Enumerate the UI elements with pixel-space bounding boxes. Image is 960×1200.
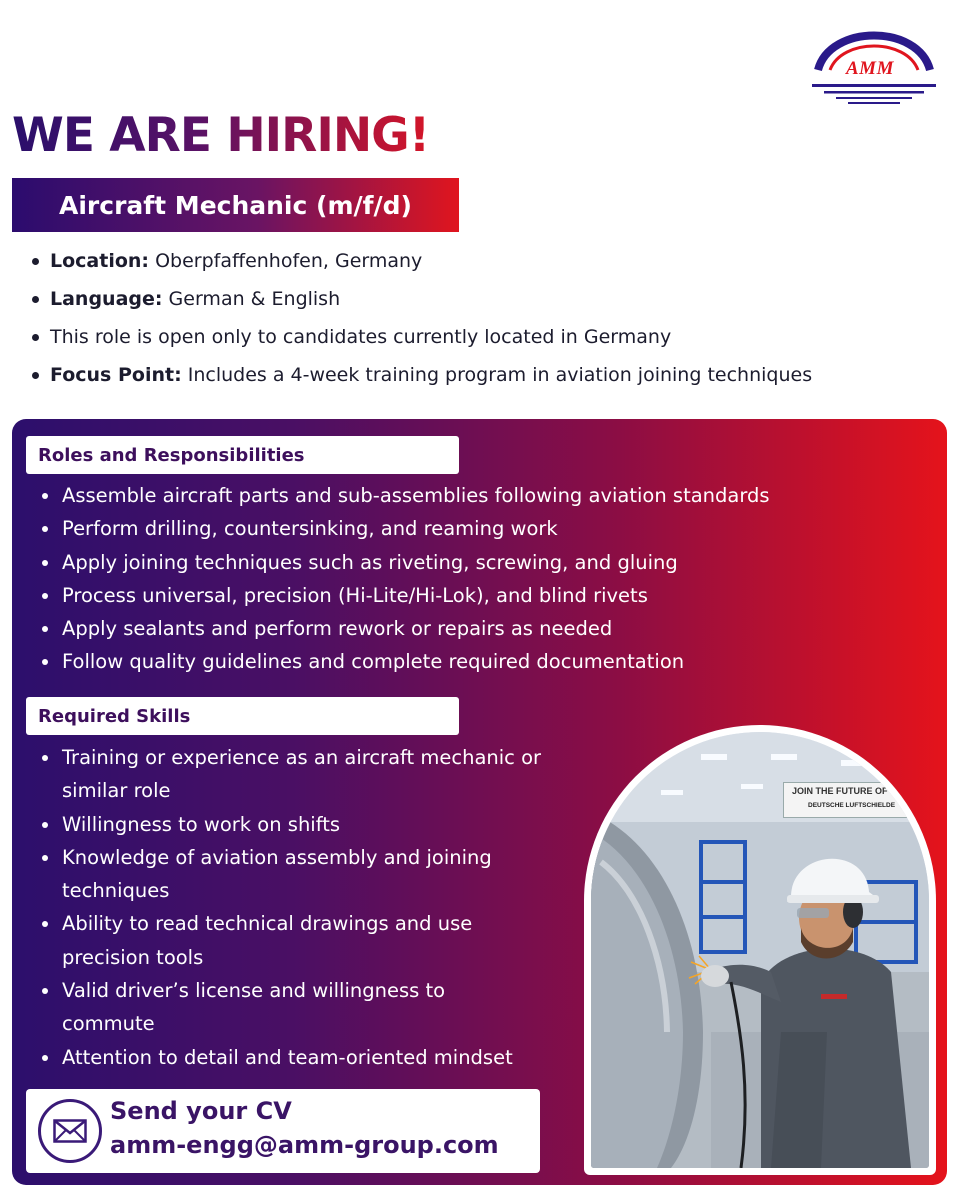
info-value: This role is open only to candidates currently located in Germany (50, 326, 672, 348)
list-item: Knowledge of aviation assembly and joining techniques (38, 841, 558, 908)
list-item: Assemble aircraft parts and sub-assemblies following aviation standards (38, 479, 770, 512)
skills-list (38, 741, 568, 1074)
info-language (30, 280, 812, 318)
list-item: Valid driver’s license and willingness to commute (38, 974, 508, 1041)
info-label: Location: (50, 250, 150, 272)
info-focus-point (30, 356, 812, 394)
info-location-requirement (30, 318, 812, 356)
logo-text: AMM (846, 58, 894, 79)
contact-box (26, 1089, 540, 1173)
job-title-banner (12, 178, 459, 232)
send-cv-label: Send your CV (110, 1097, 292, 1125)
job-title: Aircraft Mechanic (m/f/d) (59, 190, 412, 220)
list-item: Process universal, precision (Hi-Lite/Hi-Lok), and blind rivets (38, 579, 770, 612)
details-panel (12, 419, 947, 1185)
list-item: Follow quality guidelines and complete required documentation (38, 645, 770, 678)
photo-frame (584, 725, 936, 1175)
info-value: German & English (162, 288, 341, 310)
info-label: Language: (50, 288, 163, 310)
list-item: Apply sealants and perform rework or repairs as needed (38, 612, 770, 645)
roles-heading-box (26, 436, 459, 474)
hangar-sign (783, 782, 929, 818)
info-value: Oberpfaffenhofen, Germany (149, 250, 423, 272)
list-item: Attention to detail and team-oriented mindset (38, 1041, 568, 1074)
info-label: Focus Point: (50, 364, 182, 386)
list-item: Perform drilling, countersinking, and reaming work (38, 512, 770, 545)
skills-heading-box (26, 697, 459, 735)
roles-list (38, 479, 770, 679)
list-item: Apply joining techniques such as riveting, screwing, and gluing (38, 546, 770, 579)
list-item: Willingness to work on shifts (38, 808, 568, 841)
info-location (30, 242, 812, 280)
envelope-icon (38, 1099, 102, 1163)
list-item: Training or experience as an aircraft mechanic or similar role (38, 741, 558, 808)
contact-email-link[interactable]: amm-engg@amm-group.com (110, 1131, 499, 1159)
skills-heading: Required Skills (38, 705, 191, 727)
sign-line-2: DEUTSCHE LUFTSCHIELDE (808, 802, 896, 809)
info-value: Includes a 4-week training program in aviation joining techniques (181, 364, 813, 386)
mechanic-photo (591, 732, 929, 1168)
sign-line-1: JOIN THE FUTURE OF (792, 786, 888, 796)
list-item: Ability to read technical drawings and use precision tools (38, 907, 538, 974)
job-info-list (30, 242, 812, 394)
roles-heading: Roles and Responsibilities (38, 444, 305, 466)
page-title: WE ARE HIRING! (12, 104, 429, 168)
amm-logo (810, 22, 938, 112)
